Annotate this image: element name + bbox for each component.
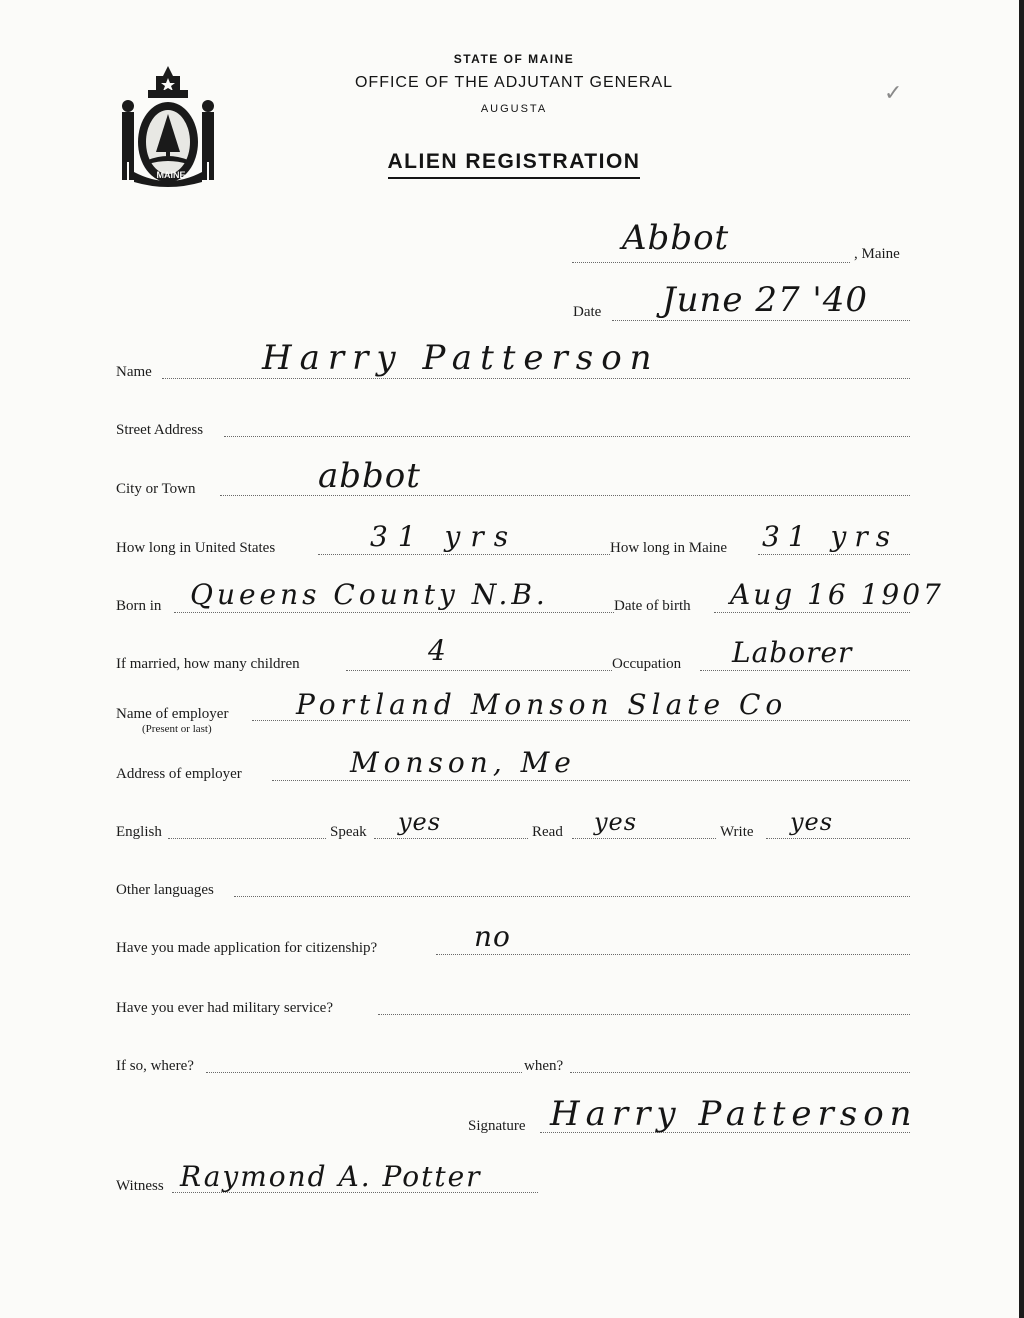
maine-line <box>758 554 910 555</box>
signature-label: Signature <box>468 1118 526 1134</box>
military-line <box>378 1014 910 1015</box>
when-label: when? <box>524 1058 564 1074</box>
employer-label: Name of employer <box>116 706 229 722</box>
employer-address-value: Monson, Me <box>350 746 576 779</box>
occupation-label: Occupation <box>612 656 682 672</box>
date-value: June 27 '40 <box>662 280 869 320</box>
town-suffix: , Maine <box>854 246 900 262</box>
children-label: If married, how many children <box>116 656 300 672</box>
where-line <box>206 1072 522 1073</box>
street-line <box>224 436 910 437</box>
witness-value: Raymond A. Potter <box>180 1160 482 1193</box>
name-line <box>162 378 910 379</box>
born-line <box>174 612 614 613</box>
us-label: How long in United States <box>116 540 276 556</box>
us-line <box>318 554 610 555</box>
town-value: Abbot <box>622 218 730 258</box>
citizenship-label: Have you made application for citizenship? <box>116 940 378 956</box>
read-label: Read <box>532 824 563 840</box>
maine-value: 31 yrs <box>762 520 899 553</box>
when-line <box>570 1072 910 1073</box>
header-city: AUGUSTA <box>480 103 548 115</box>
employer-value: Portland Monson Slate Co <box>296 688 788 721</box>
name-value: Harry Patterson <box>262 338 660 378</box>
street-label: Street Address <box>116 422 204 438</box>
date-label: Date <box>573 304 602 320</box>
write-label: Write <box>720 824 754 840</box>
signature-value: Harry Patterson <box>550 1094 918 1134</box>
margin-check-mark: ✓ <box>884 80 903 105</box>
witness-label: Witness <box>116 1178 164 1194</box>
occupation-line <box>700 670 910 671</box>
town-line <box>572 262 850 263</box>
scan-edge <box>1019 0 1024 1318</box>
english-line <box>168 838 326 839</box>
dob-value: Aug 16 1907 <box>730 578 944 611</box>
header-office: OFFICE OF THE ADJUTANT GENERAL <box>354 74 674 91</box>
write-value: yes <box>790 808 834 836</box>
header-state: STATE OF MAINE <box>453 52 575 66</box>
read-line <box>572 838 716 839</box>
children-line <box>346 670 612 671</box>
born-value: Queens County N.B. <box>190 578 549 611</box>
seal-word: MAINE <box>156 170 186 180</box>
children-value: 4 <box>428 634 447 667</box>
where-label: If so, where? <box>116 1058 194 1074</box>
born-label: Born in <box>116 598 162 614</box>
occupation-value: Laborer <box>732 636 853 669</box>
english-label: English <box>116 824 162 840</box>
write-line <box>766 838 910 839</box>
maine-label: How long in Maine <box>610 540 728 556</box>
speak-line <box>374 838 528 839</box>
read-value: yes <box>594 808 638 836</box>
military-label: Have you ever had military service? <box>116 1000 333 1016</box>
other-languages-label: Other languages <box>116 882 214 898</box>
speak-value: yes <box>398 808 442 836</box>
dob-line <box>714 612 910 613</box>
employer-sublabel: (Present or last) <box>142 723 212 735</box>
employer-address-label: Address of employer <box>116 766 242 782</box>
date-line <box>612 320 910 321</box>
dob-label: Date of birth <box>614 598 691 614</box>
name-label: Name <box>116 364 152 380</box>
citizenship-line <box>436 954 910 955</box>
employer-address-line <box>272 780 910 781</box>
form-title-text: ALIEN REGISTRATION <box>388 150 641 179</box>
us-value: 31 yrs <box>370 520 519 553</box>
speak-label: Speak <box>330 824 367 840</box>
city-value: abbot <box>318 456 421 496</box>
form-title <box>300 150 728 179</box>
citizenship-value: no <box>474 920 511 953</box>
other-languages-line <box>234 896 910 897</box>
city-label: City or Town <box>116 481 196 497</box>
